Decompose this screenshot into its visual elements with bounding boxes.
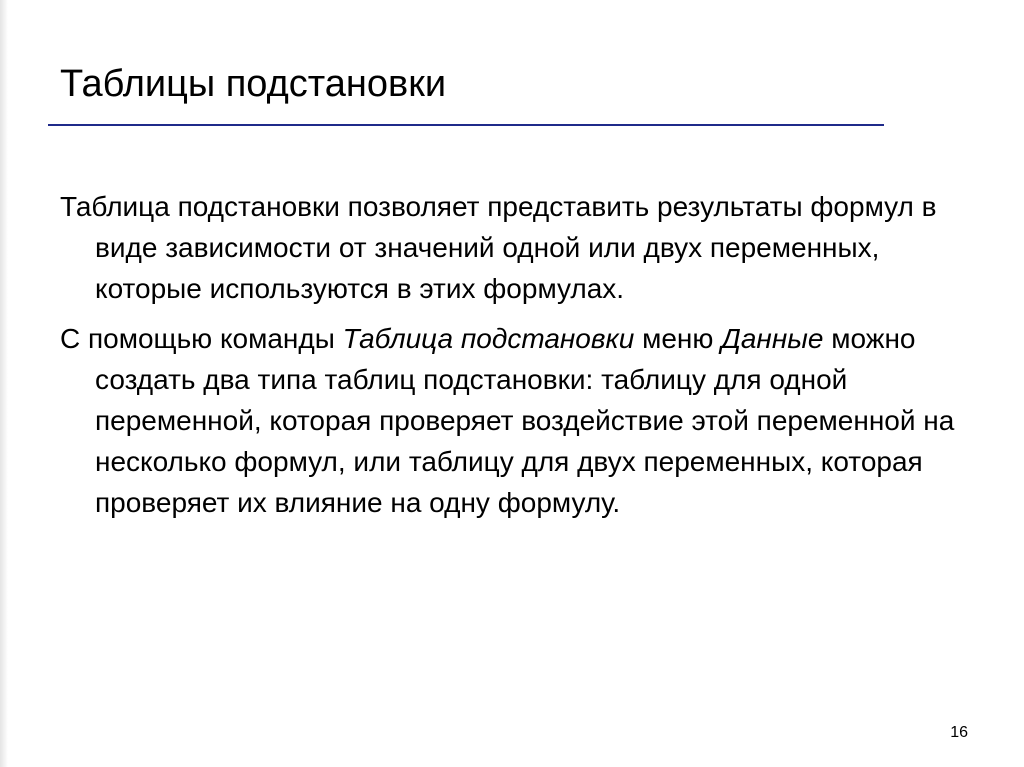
menu-name: Данные bbox=[721, 323, 824, 354]
slide-edge-shadow bbox=[0, 0, 8, 767]
paragraph-data-table-types bbox=[60, 318, 980, 523]
slide-body bbox=[60, 186, 980, 523]
page-number: 16 bbox=[950, 724, 968, 741]
command-name: Таблица подстановки bbox=[342, 323, 635, 354]
paragraph-data-table-definition: Таблица подстановки позволяет представить результаты формул в виде зависимости от значений одной или двух переменных, которые используются в этих формулах. bbox=[60, 191, 937, 304]
title-underline bbox=[48, 124, 884, 126]
paragraph-rest-text: можно создать два типа таблиц подстановки: таблицу для одной переменной, которая проверяет воздействие этой переменной на несколько формул, или таблицу для двух переменных, которая проверяет их влияние на одну формулу. bbox=[95, 323, 955, 518]
slide-title: Таблицы подстановки bbox=[60, 63, 447, 105]
paragraph-mid-text: меню bbox=[634, 323, 722, 354]
paragraph-lead-text: С помощью команды bbox=[60, 323, 343, 354]
